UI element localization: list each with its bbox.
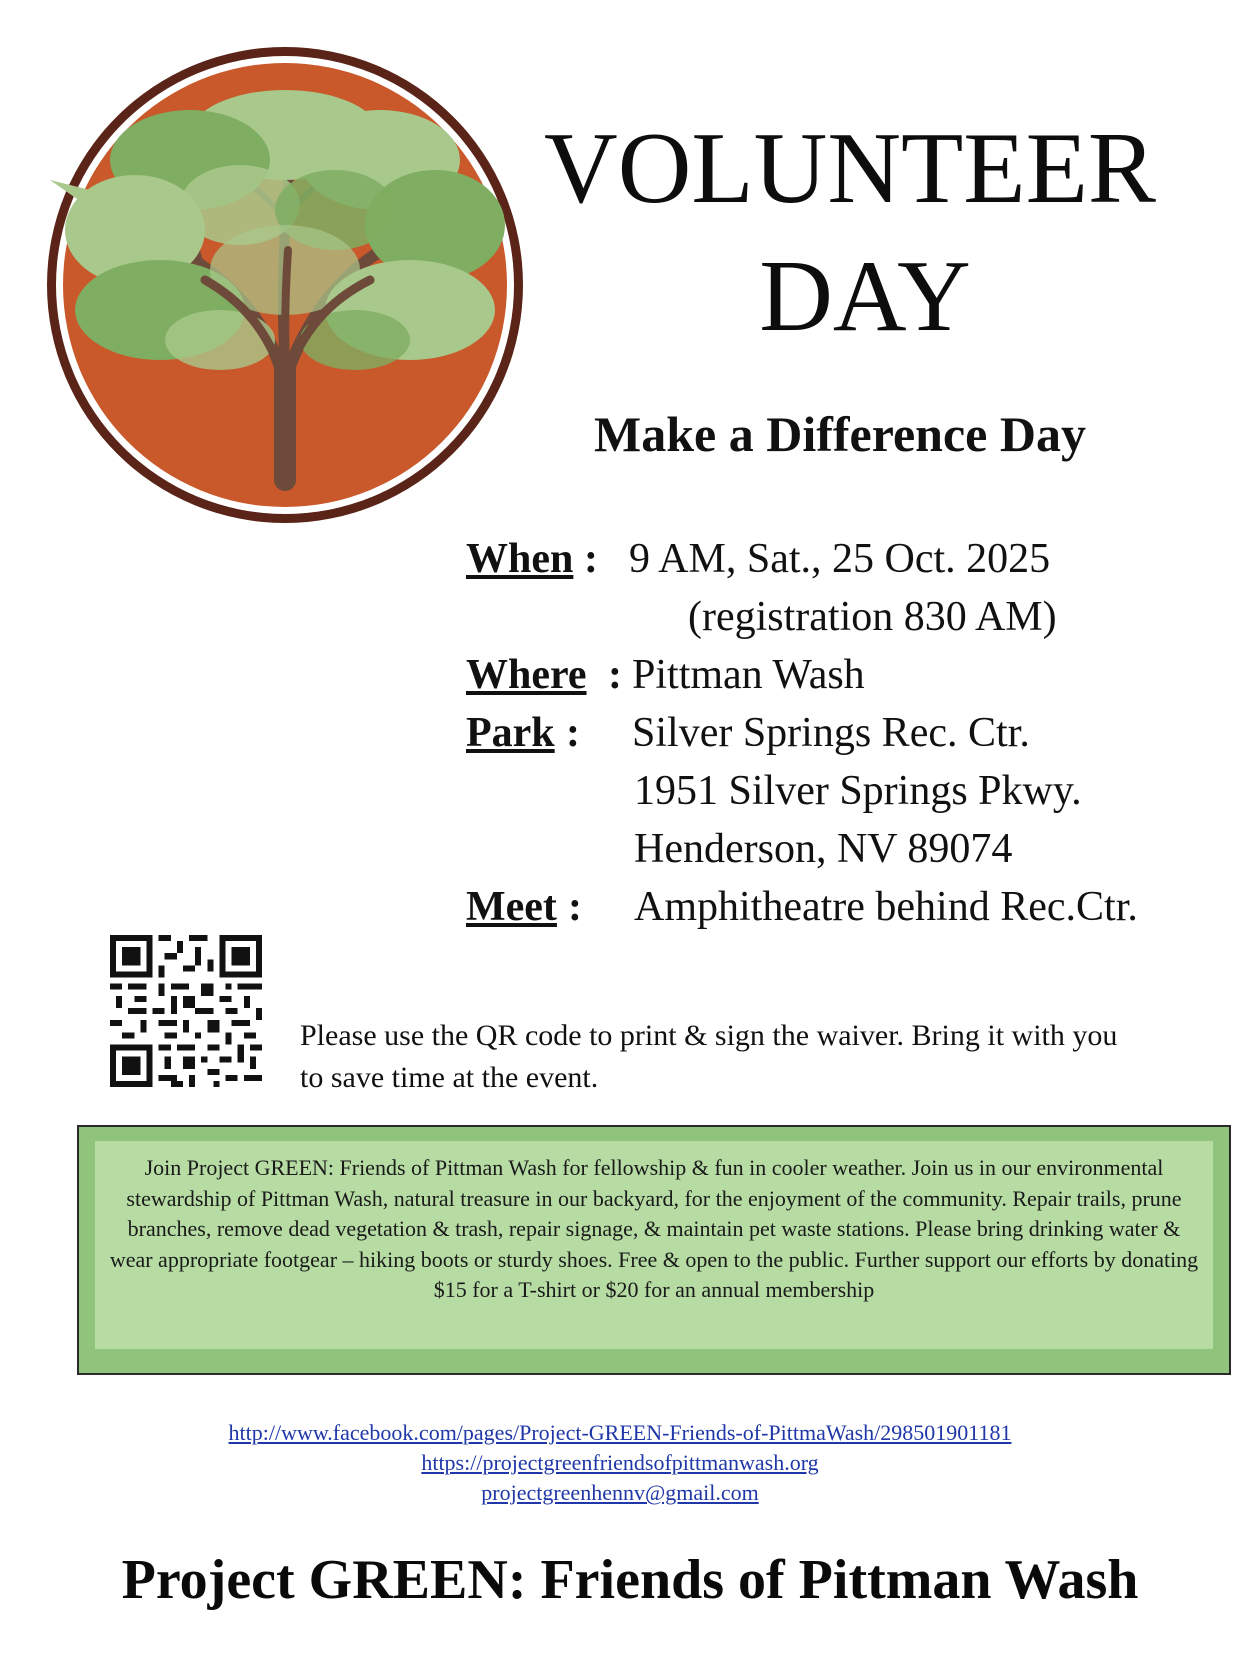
email-link[interactable]: projectgreenhennv@gmail.com xyxy=(481,1480,759,1505)
meet-label: Meet xyxy=(466,884,557,930)
event-description: Join Project GREEN: Friends of Pittman Wash for fellowship & fun in cooler weather. Join us in our environmental stewardship of Pittman Wash, natural treasure in our backyard, for the enjoyment of the community. Repair trails, prune branches, remove dead vegetation & trash, repair signage, & maintain pet waste stations. Please bring drinking water & wear appropriate footgear – hiking boots or sturdy shoes. Free & open to the public. Further support our efforts by donating $15 for a T-shirt or $20 for an annual membership xyxy=(109,1155,1199,1302)
tree-logo-icon xyxy=(40,40,530,530)
park-label: Park xyxy=(466,710,555,756)
where-value: Pittman Wash xyxy=(632,652,865,698)
park-city-row xyxy=(466,820,1236,878)
where-label: Where xyxy=(466,652,587,698)
meet-value: Amphitheatre behind Rec.Ctr. xyxy=(634,884,1138,930)
waiver-instructions: Please use the QR code to print & sign the waiver. Bring it with you to save time at the event. xyxy=(300,1019,1118,1094)
event-details xyxy=(466,530,1236,936)
when-row xyxy=(466,530,1236,588)
meet-colon: : xyxy=(568,884,582,930)
park-name: Silver Springs Rec. Ctr. xyxy=(632,710,1030,756)
info-box xyxy=(77,1125,1231,1375)
park-city: Henderson, NV 89074 xyxy=(634,826,1013,872)
qr-code-icon[interactable] xyxy=(110,935,262,1087)
registration-row xyxy=(466,588,1236,646)
park-colon: : xyxy=(566,710,580,756)
registration-note: (registration 830 AM) xyxy=(688,594,1057,640)
where-colon: : xyxy=(608,652,622,698)
when-label: When xyxy=(466,536,574,582)
meet-row xyxy=(466,878,1236,936)
when-value: 9 AM, Sat., 25 Oct. 2025 xyxy=(629,536,1051,582)
title-line-day: DAY xyxy=(759,240,971,353)
contact-links xyxy=(0,1418,1240,1508)
park-row xyxy=(466,704,1236,762)
park-street: 1951 Silver Springs Pkwy. xyxy=(634,768,1082,814)
organization-name: Project GREEN: Friends of Pittman Wash xyxy=(121,1549,1139,1611)
facebook-link[interactable]: http://www.facebook.com/pages/Project-GREEN-Friends-of-PittmaWash/298501901181 xyxy=(228,1420,1012,1445)
info-box-inner xyxy=(95,1141,1213,1349)
event-title xyxy=(500,105,1200,361)
title-line-volunteer: VOLUNTEER xyxy=(544,112,1156,225)
website-link[interactable]: https://projectgreenfriendsofpittmanwash.org xyxy=(421,1450,819,1475)
when-colon: : xyxy=(584,536,598,582)
event-subtitle: Make a Difference Day xyxy=(594,406,1086,462)
park-address-row xyxy=(466,762,1236,820)
where-row xyxy=(466,646,1236,704)
